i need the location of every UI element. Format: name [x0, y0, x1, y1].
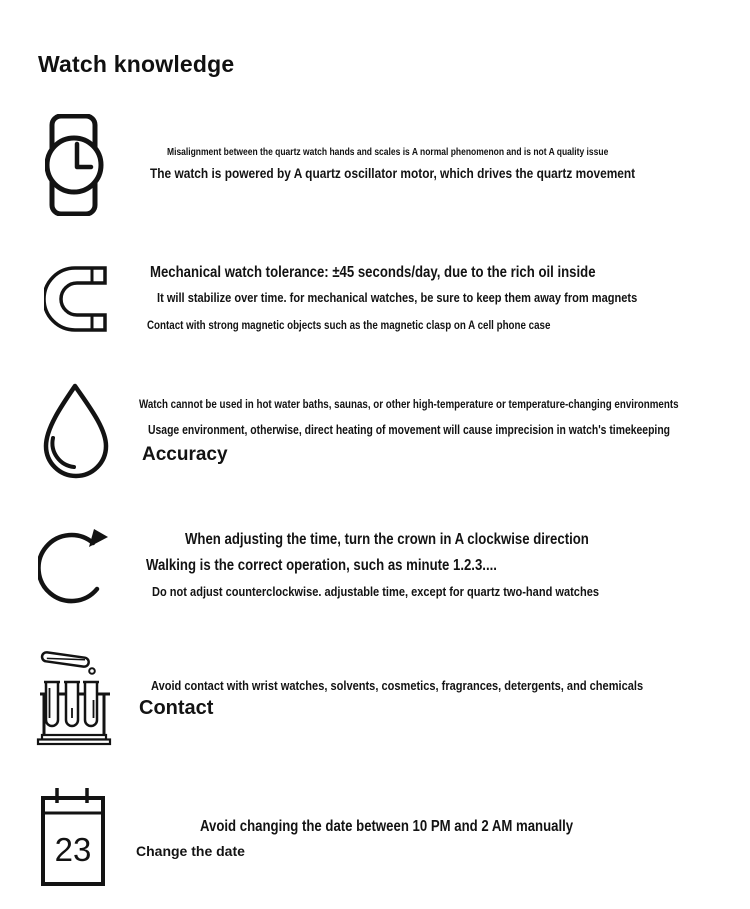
text-line: Avoid contact with wrist watches, solvents, cosmetics, fragrances, detergents, and chemicals [151, 678, 644, 693]
calendar-icon [40, 785, 106, 887]
text-line: Avoid changing the date between 10 PM and 2 AM manually [200, 818, 574, 835]
calendar-date-number: 23 [54, 831, 92, 868]
wristwatch-icon [45, 114, 105, 216]
text-line: Contact with strong magnetic objects such as the magnetic clasp on A cell phone case [147, 320, 551, 332]
page-title: Watch knowledge [38, 51, 235, 78]
contact-heading: Contact [139, 697, 214, 719]
text-line: Do not adjust counterclockwise. adjustable time, except for quartz two-hand watches [152, 584, 599, 599]
text-line: Walking is the correct operation, such as minute 1.2.3.... [146, 557, 497, 574]
text-line: Mechanical watch tolerance: ±45 seconds/day, due to the rich oil inside [150, 264, 596, 281]
text-line: When adjusting the time, turn the crown in A clockwise direction [185, 531, 589, 548]
text-line: Change the date [136, 843, 245, 859]
water-drop-icon [40, 383, 112, 480]
text-line: Watch cannot be used in hot water baths, saunas, or other high-temperature or temperature-changing environments [139, 399, 679, 411]
text-line: Misalignment between the quartz watch hands and scales is A normal phenomenon and is not A quality issue [167, 147, 609, 158]
test-tubes-icon [36, 648, 114, 746]
accuracy-heading: Accuracy [142, 444, 228, 465]
text-line: It will stabilize over time. for mechanical watches, be sure to keep them away from magnets [157, 290, 638, 305]
magnet-icon [44, 266, 108, 332]
text-line: Usage environment, otherwise, direct heating of movement will cause imprecision in watch's timekeeping [148, 422, 671, 437]
text-line: The watch is powered by A quartz oscillator motor, which drives the quartz movement [150, 165, 636, 181]
rotate-clockwise-icon [38, 528, 112, 612]
